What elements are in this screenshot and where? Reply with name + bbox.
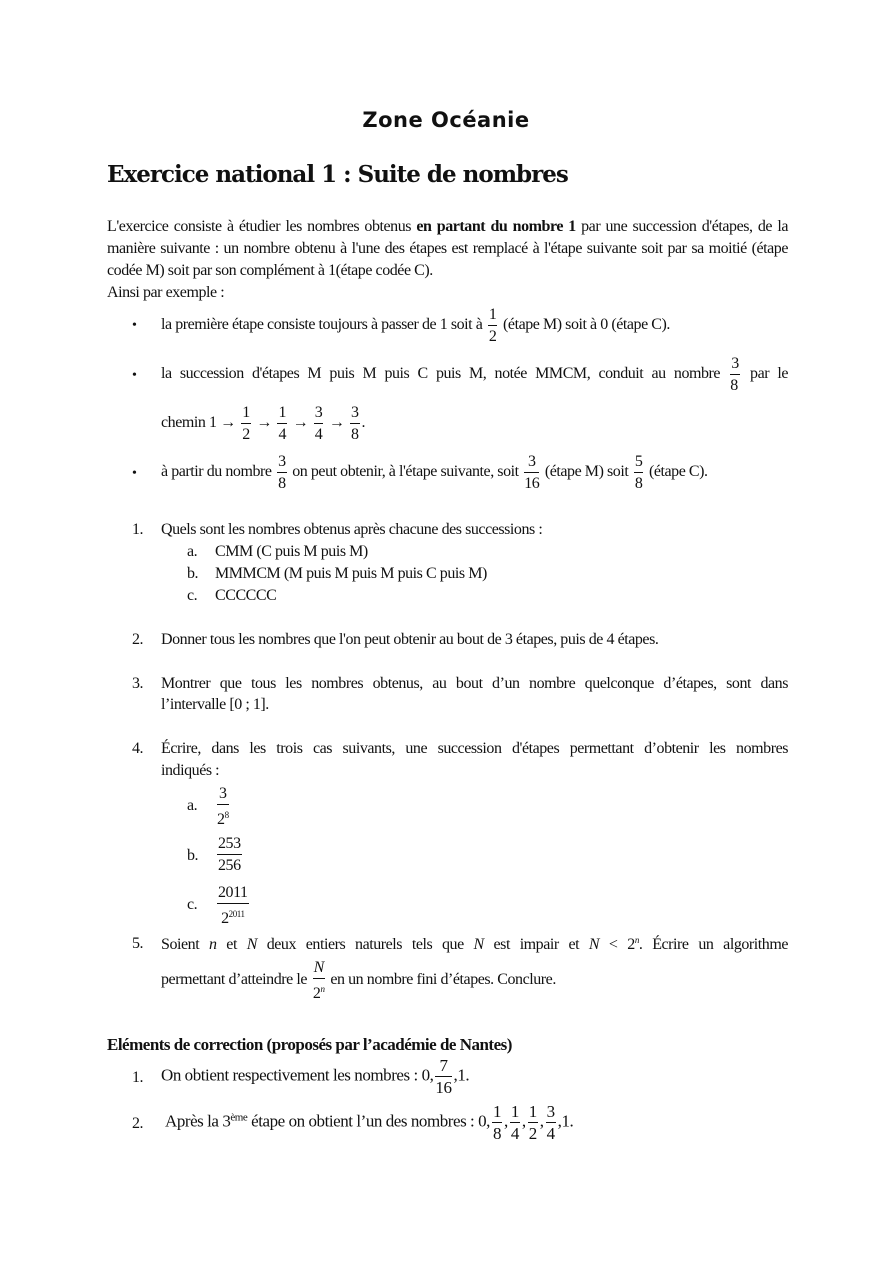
- question-1-item-b: MMMCM (M puis M puis M puis C puis M): [215, 565, 487, 582]
- fraction: $\frac{1}{2}$: [488, 306, 497, 345]
- question-1-text: Quels sont les nombres obtenus après chacune des successions :: [161, 521, 543, 538]
- fraction: $\frac{1}{2}$: [528, 1102, 537, 1143]
- correction-number: 1.: [132, 1069, 144, 1086]
- fraction: $\frac{1}{2}$: [242, 404, 250, 443]
- question-2-text: Donner tous les nombres que l'on peut obtenir au bout de 3 étapes, puis de 4 étapes.: [161, 631, 659, 648]
- fraction: $\frac{1}{4}$: [510, 1102, 519, 1143]
- question-number: 4.: [132, 740, 144, 757]
- fraction: $\frac{2011}{2^{2011}}$: [218, 884, 248, 927]
- item-letter: c.: [187, 587, 198, 604]
- zone-title: Zone Océanie: [362, 108, 530, 132]
- fraction: $\frac{N}{2^n}$: [312, 959, 325, 1002]
- question-1-item-a: CMM (C puis M puis M): [215, 543, 368, 560]
- fraction: $\frac{3}{4}$: [314, 404, 323, 443]
- question-3-line-2: l’intervalle [0 ; 1].: [161, 696, 269, 713]
- fraction: $\frac{1}{4}$: [278, 404, 286, 443]
- fraction: $\frac{253}{256}$: [218, 835, 241, 874]
- bullet-marker: •: [132, 318, 137, 333]
- exercise-title: Exercice national 1 : Suite de nombres: [107, 161, 568, 188]
- question-number: 5.: [132, 935, 144, 952]
- question-number: 2.: [132, 631, 144, 648]
- correction-title: Eléments de correction (proposés par l’académie de Nantes): [107, 1035, 512, 1054]
- fraction: $\frac{3}{8}$: [730, 355, 739, 394]
- item-letter: b.: [187, 847, 199, 864]
- intro-bold: en partant du nombre 1: [416, 218, 576, 235]
- question-4-line-2: indiqués :: [161, 762, 220, 779]
- item-letter: c.: [187, 896, 198, 913]
- bullet-1: la première étape consiste toujours à passer de 1 soit à $\frac{1}{2}$ (étape M) soit à 0 (étape C).: [161, 306, 670, 345]
- intro-paragraph: L'exercice consiste à étudier les nombres obtenus en partant du nombre 1 par une succession d'étapes, de la manière suivante : un nombre obtenu à l'une des étapes est remplacé à l'étape suivante soit par sa moitié (étape codée M) soit par son complément à 1(étape codée C). Ainsi par exemple :: [107, 218, 788, 301]
- bullet-2-line-1: la succession d'étapes M puis M puis C puis M, notée MMCM, conduit au nombre $\frac{3}{8}$ par le: [161, 355, 788, 394]
- fraction: $\frac{3}{8}$: [278, 453, 286, 492]
- bullet-2-line-2: chemin 1 → $\frac{1}{2}$ → $\frac{1}{4}$ → $\frac{3}{4}$ → $\frac{3}{8}$ .: [161, 404, 366, 443]
- question-4-item-b: [215, 834, 244, 875]
- question-number: 1.: [132, 521, 144, 538]
- fraction: $\frac{3}{4}$: [546, 1102, 555, 1143]
- fraction: $\frac{3}{8}$: [350, 404, 359, 443]
- question-5-line-2: permettant d’atteindre le $\frac{N}{2^n}$ en un nombre fini d’étapes. Conclure.: [161, 959, 556, 1002]
- fraction: $\frac{3}{16}$: [524, 453, 540, 492]
- item-letter: a.: [187, 543, 198, 560]
- question-3-line-1: Montrer que tous les nombres obtenus, au bout d’un nombre quelconque d’étapes, sont dans: [161, 675, 788, 692]
- example-label: Ainsi par exemple :: [107, 284, 225, 301]
- item-letter: a.: [187, 797, 198, 814]
- question-4-line-1: Écrire, dans les trois cas suivants, une succession d'étapes permettant d’obtenir les nombres: [161, 740, 788, 757]
- fraction: $\frac{7}{16}$: [435, 1056, 452, 1097]
- bullet-marker: •: [132, 466, 137, 481]
- bullet-3: à partir du nombre $\frac{3}{8}$ on peut obtenir, à l'étape suivante, soit $\frac{3}{16}$ (étape M) soit $\frac{5}{8}$ (étape C).: [161, 453, 708, 492]
- item-letter: b.: [187, 565, 199, 582]
- question-4-item-a: [215, 784, 231, 829]
- question-number: 3.: [132, 675, 144, 692]
- question-4-item-c: [215, 883, 251, 928]
- fraction: $\frac{5}{8}$: [634, 453, 643, 492]
- fraction: $\frac{3}{2^8}$: [217, 785, 229, 828]
- correction-1: On obtient respectivement les nombres : 0, $\frac{7}{16}$ ,1.: [161, 1056, 470, 1097]
- question-1-item-c: CCCCCC: [215, 587, 277, 604]
- bullet-marker: •: [132, 368, 137, 383]
- fraction: $\frac{1}{8}$: [492, 1102, 502, 1143]
- correction-number: 2.: [132, 1115, 144, 1132]
- question-5-line-1: Soient n et N deux entiers naturels tels que N est impair et N < 2$^n$. Écrire un algorithme: [161, 935, 788, 953]
- correction-2: Après la 3ème étape on obtient l’un des nombres : 0, $\frac{1}{8}$ , $\frac{1}{4}$ , $\frac{1}{2}$ , $\frac{3}{4}$ ,1.: [165, 1102, 574, 1143]
